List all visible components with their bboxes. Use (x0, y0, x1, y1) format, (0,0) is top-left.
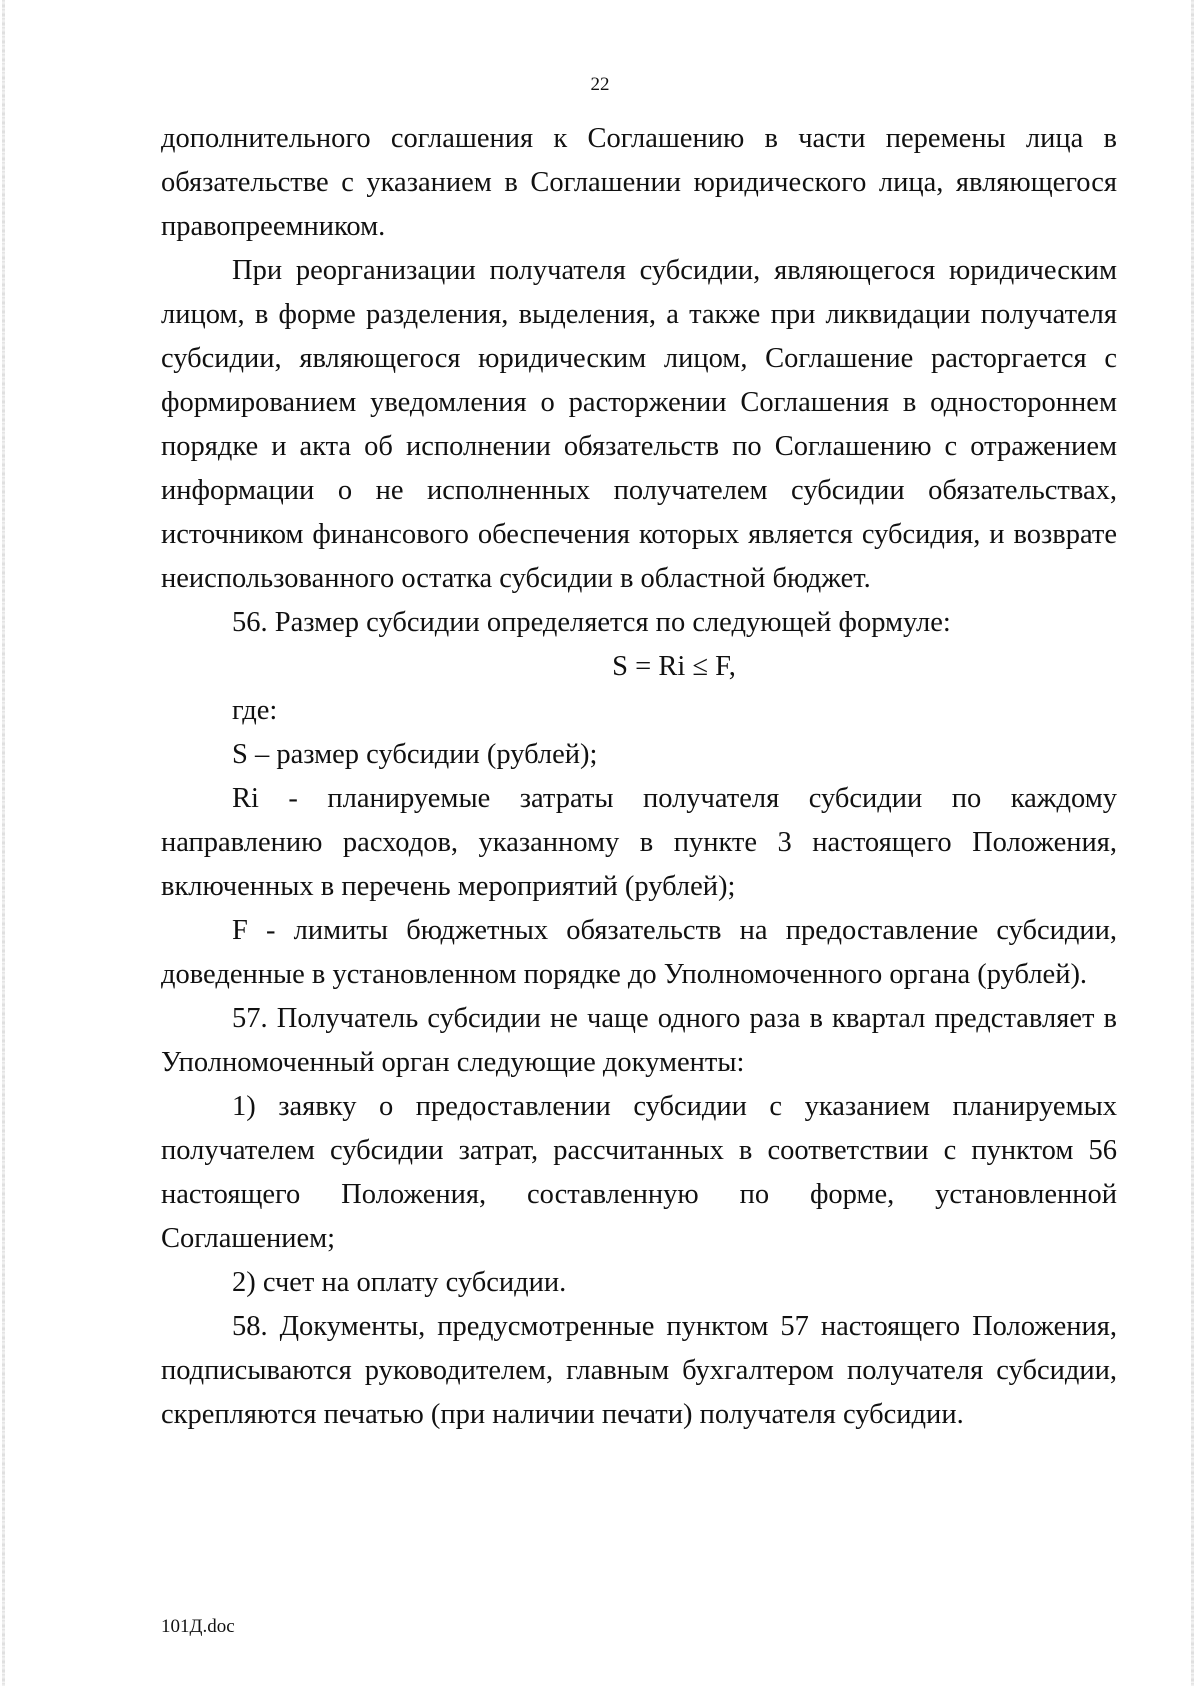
footer-filename: 101Д.doc (161, 1616, 235, 1637)
formula: S = Ri ≤ F, (612, 651, 736, 682)
paragraph-57-item-1: 1) заявку о предоставлении субсидии с указанием планируемых получателем субсидии затрат, рассчитанных в соответствии с пунктом 56 настоящего Положения, составленную по форме, установленной Соглашением; (161, 1091, 1117, 1254)
paragraph-def-s: S – размер субсидии (рублей); (232, 739, 598, 770)
paragraph-continuation: дополнительного соглашения к Соглашению в части перемены лица в обязательстве с указанием в Соглашении юридического лица, являющегося правопреемником. (161, 123, 1117, 242)
scan-edge-left (2, 0, 5, 1686)
paragraph-58: 58. Документы, предусмотренные пунктом 57 настоящего Положения, подписываются руководителем, главным бухгалтером получателя субсидии, скрепляются печатью (при наличии печати) получателя субсидии. (161, 1311, 1117, 1430)
paragraph-reorganization: При реорганизации получателя субсидии, являющегося юридическим лицом, в форме разделения, выделения, а также при ликвидации получателя субсидии, являющегося юридическим лицом, Соглашение расторгается с формированием уведомления о расторжении Соглашения в одностороннем порядке и акта об исполнении обязательств по Соглашению с отражением информации о не исполненных получателем субсидии обязательствах, источником финансового обеспечения которых является субсидия, и возврате неиспользованного остатка субсидии в областной бюджет. (161, 255, 1117, 594)
paragraph-57-item-2: 2) счет на оплату субсидии. (232, 1267, 567, 1298)
document-body (161, 117, 1117, 1437)
scan-edge-right (1191, 0, 1194, 1686)
paragraph-57: 57. Получатель субсидии не чаще одного раза в квартал представляет в Уполномоченный орган следующие документы: (161, 1003, 1117, 1078)
paragraph-def-f: F - лимиты бюджетных обязательств на предоставление субсидии, доведенные в установленном порядке до Уполномоченного органа (рублей). (161, 915, 1117, 990)
paragraph-def-ri: Ri - планируемые затраты получателя субсидии по каждому направлению расходов, указанному в пункте 3 настоящего Положения, включенных в перечень мероприятий (рублей); (161, 783, 1117, 902)
paragraph-56-heading: 56. Размер субсидии определяется по следующей формуле: (232, 607, 951, 638)
paragraph-where: где: (232, 695, 278, 726)
page-number: 22 (590, 74, 610, 95)
